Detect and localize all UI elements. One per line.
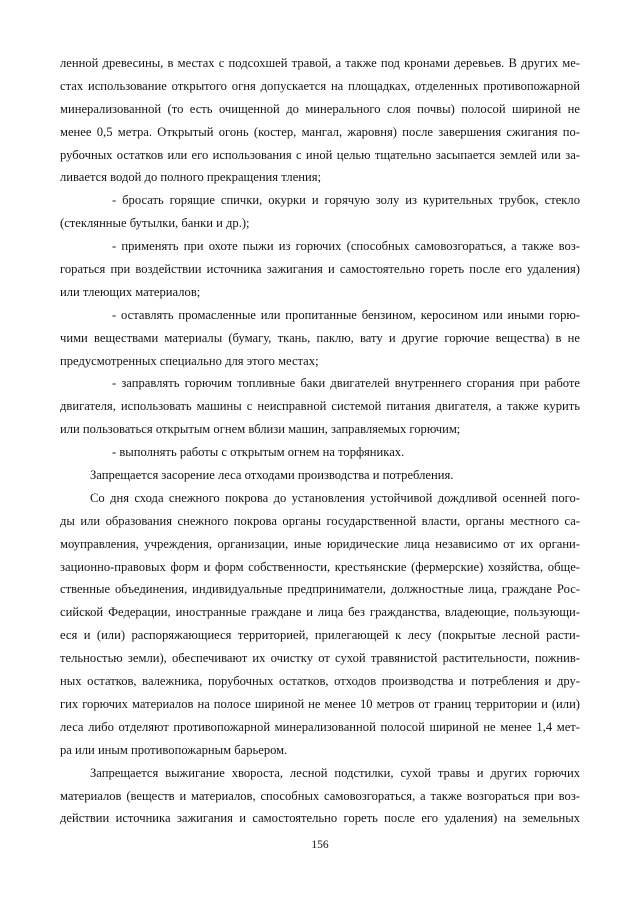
text-line: леса либо отделяют противопожарной минерализованной полосой шириной не менее 1,4 мет-	[60, 719, 580, 734]
text-line: - заправлять горючим топливные баки двигателей внутреннего сгорания при работе	[112, 376, 580, 391]
text-line: предусмотренных специально для этого местах;	[60, 353, 319, 368]
text-line: стах использование открытого огня допускается на площадках, отделенных противопожарной	[60, 78, 580, 93]
text-line: Со дня схода снежного покрова до установления устойчивой дождливой осенней пого-	[90, 490, 580, 505]
text-line: рубочных остатков или его использования с иной целью тщательно засыпается землей или за-	[60, 147, 580, 162]
text-line: ственные объединения, индивидуальные предприниматели, должностные лица, граждане Рос-	[60, 582, 580, 597]
text-line: гих горючих материалов на полосе шириной не менее 10 метров от границ территории и (или)	[60, 696, 580, 711]
text-line: Запрещается засорение леса отходами производства и потребления.	[90, 468, 454, 483]
text-line: действии источника зажигания и самостоятельно гореть после его удаления) на земельных	[60, 811, 580, 826]
text-line: или пользоваться открытым огнем вблизи машин, заправляемых горючим;	[60, 422, 461, 437]
text-line: ленной древесины, в местах с подсохшей травой, а также под кронами деревьев. В других ме-	[60, 56, 580, 70]
text-line: менее 0,5 метра. Открытый огонь (костер, мангал, жаровня) после завершения сжигания по-	[60, 124, 580, 139]
body-text	[60, 52, 580, 830]
text-line: - бросать горящие спички, окурки и горячую золу из курительных трубок, стекло	[112, 193, 580, 208]
text-line: - выполнять работы с открытым огнем на торфяниках.	[112, 445, 405, 460]
text-line: гораться при воздействии источника зажигания и самостоятельно гореть после его удаления)	[60, 262, 580, 277]
text-line: или тлеющих материалов;	[60, 284, 201, 299]
text-line: тельностью земли), обеспечивают их очистку от сухой травянистой растительности, пожнив-	[60, 651, 580, 666]
text-line: материалов (веществ и материалов, способных самовозгораться, а также возгораться при воз-	[60, 788, 580, 803]
text-line: ных остатков, валежника, порубочных остатков, отходов производства и потребления и дру-	[60, 674, 580, 689]
text-line: Запрещается выжигание хвороста, лесной подстилки, сухой травы и других горючих	[90, 765, 580, 780]
text-line: сийской Федерации, иностранные граждане и лица без гражданства, владеющие, пользующи-	[60, 605, 580, 620]
page-number: 156	[311, 839, 329, 851]
text-line: ды или образования снежного покрова органы государственной власти, органы местного са-	[60, 513, 580, 528]
text-line: двигателя, использовать машины с неисправной системой питания двигателя, а также курить	[60, 399, 580, 414]
text-line: минерализованной (то есть очищенной до минерального слоя почвы) полосой шириной не	[60, 101, 580, 116]
text-line: (стеклянные бутылки, банки и др.);	[60, 216, 250, 231]
text-line: ливается водой до полного прекращения тления;	[60, 170, 322, 185]
text-line: зационно-правовых форм и форм собственности, крестьянские (фермерские) хозяйства, обще-	[60, 559, 580, 574]
text-line: - оставлять промасленные или пропитанные бензином, керосином или иными горю-	[112, 307, 580, 322]
text-line: - применять при охоте пыжи из горючих (способных самовозгораться, а также воз-	[112, 239, 580, 254]
text-line: ра или иным противопожарным барьером.	[60, 742, 288, 757]
text-line: моуправления, учреждения, организации, иные юридические лица независимо от их органи-	[60, 536, 580, 551]
text-line: еся и (или) распоряжающиеся территорией, прилегающей к лесу (покрытые лесной расти-	[60, 628, 580, 643]
text-line: чими веществами материалы (бумагу, ткань, паклю, вату и другие горючие вещества) в не	[60, 330, 580, 345]
